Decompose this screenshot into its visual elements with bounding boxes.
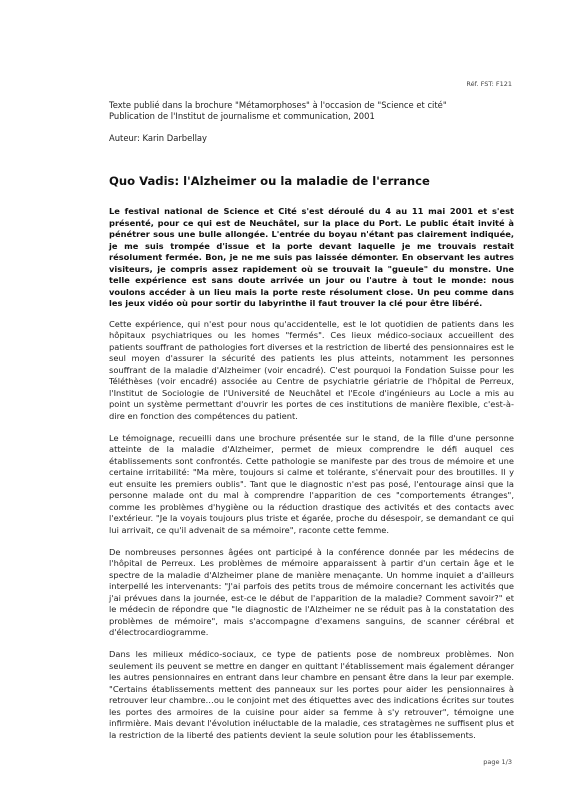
publication-line: Publication de l'Institut de journalisme et communication, 2001 bbox=[109, 111, 375, 122]
body-paragraph: Le témoignage, recueilli dans une brochure présentée sur le stand, de la fille d'une personne atteinte de la maladie d'Alzheimer, permet de mieux comprendre le défi auquel ces établissements sont confrontés. Cette pathologie se manifeste par des trous de mémoire et une certaine irritabilité: "Ma mère, toujours si calme et tolérante, s'énervait pour des broutilles. Il y eut ensuite les premiers oublis". Tant que le diagnostic n'est pas posé, l'entourage ainsi que la personne malade ont du mal à comprendre l'apparition de ces "comportements étranges", comme les problèmes d'hygiène ou la réduction drastique des activités et des contacts avec l'extérieur. "Je la voyais toujours plus triste et égarée, proche du désespoir, se demandant ce qui lui arrivait, ce qu'il advenait de sa mémoire", raconte cette femme. bbox=[109, 432, 514, 535]
body-paragraph: Dans les milieux médico-sociaux, ce type de patients pose de nombreux problèmes. Non seulement ils peuvent se mettre en danger en quittant l'établissement mais également déranger les autres pensionnaires en entrant dans leur chambre en pensant être dans la leur par exemple. "Certains établissements mettent des panneaux sur les portes pour aider les pensionnaires à retrouver leur chambre…ou le conjoint met des étiquettes avec des indications écrites sur toutes les portes des armoires de la cuisine pour aider sa femme à s'y retrouver", témoigne une infirmière. Mais devant l'évolution inéluctable de la maladie, ces stratagèmes ne suffisent plus et la restriction de la liberté des patients devient la seule solution pour les établissements. bbox=[109, 649, 514, 740]
body-paragraph: Cette expérience, qui n'est pour nous qu'accidentelle, est le lot quotidien de patients dans les hôpitaux psychiatriques ou les homes "fermés". Ces lieux médico-sociaux accueillent des patients souffrant de pathologies fort diverses et la restriction de liberté des pensionnaires est le seul moyen d'assurer la sécurité des patients les plus atteints, notamment les personnes souffrant de la maladie d'Alzheimer (voir encadré). C'est pourquoi la Fondation Suisse pour les Téléthèses (voir encadré) associée au Centre de psychiatrie gériatrie de l'hôpital de Perreux, l'Institut de Sociologie de l'Université de Neuchâtel et l'Ecole d'ingénieurs au Locle a mis au point un système permettant d'ouvrir les portes de ces institutions de manière flexible, c'est-à-dire en fonction des compétences du patient. bbox=[109, 318, 514, 421]
body-paragraph: De nombreuses personnes âgées ont participé à la conférence donnée par les médecins de l'hôpital de Perreux. Les problèmes de mémoire apparaissent à partir d'un certain âge et le spectre de la maladie d'Alzheimer plane de manière menaçante. Un homme inquiet a d'ailleurs interpellé les intervenants: "J'ai parfois des petits trous de mémoire concernant les activités que j'ai prévues dans la journée, est-ce le début de l'apparition de la maladie? Comment savoir?" et le médecin de répondre que "le diagnostic de l'Alzheimer ne se réduit pas à la constatation des problèmes de mémoire", mais s'accompagne d'examens sanguins, de scanner cérébral et d'électrocardiogramme. bbox=[109, 546, 514, 637]
author-line: Auteur: Karin Darbellay bbox=[109, 132, 208, 143]
publication-header bbox=[109, 100, 514, 144]
publication-line: Texte publié dans la brochure "Métamorphoses" à l'occasion de "Science et cité" bbox=[109, 100, 447, 110]
article-title: Quo Vadis: l'Alzheimer ou la maladie de l'errance bbox=[109, 174, 430, 188]
page-number: page 1/3 bbox=[483, 758, 512, 766]
article-body bbox=[109, 206, 514, 752]
reference-code: Réf. FST: F121 bbox=[466, 80, 512, 88]
lead-paragraph: Le festival national de Science et Cité s'est déroulé du 4 au 11 mai 2001 et s'est présenté, pour ce qui est de Neuchâtel, sur la place du Port. Le public était invité à pénétrer sous une bulle allongée. L'entrée du boyau n'étant pas clairement indiquée, je me suis trompée d'issue et la porte devant laquelle je me trouvais restait résolument fermée. Bon, je ne me suis pas laissée démonter. En observant les autres visiteurs, je compris assez rapidement où se trouvait la "gueule" du monstre. Une telle expérience est sans doute arrivée un jour ou l'autre à tout le monde: nous voulons accéder à un lieu mais la porte reste résolument close. Un peu comme dans les jeux vidéo où pour sortir du labyrinthe il faut trouver la clé pour être libéré. bbox=[109, 206, 514, 308]
